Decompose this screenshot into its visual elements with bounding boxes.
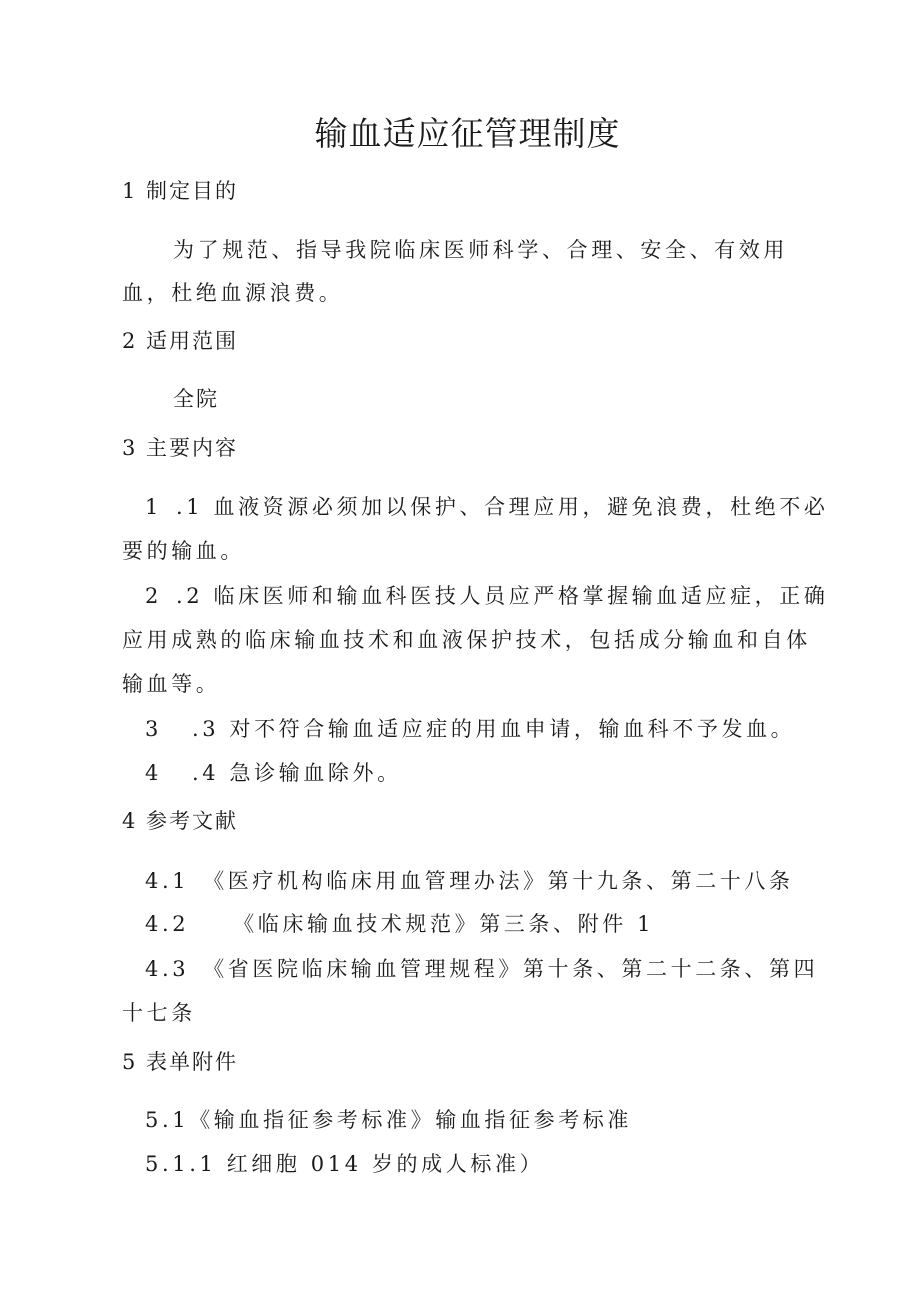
reference-text: 《省医院临床输血管理规程》第十条、第二十二条、第四 xyxy=(203,957,819,981)
item-number: 4 xyxy=(145,761,162,785)
section-1-paragraph-line-2: 血，杜绝血源浪费。 xyxy=(122,281,344,305)
reference-4-1 xyxy=(145,865,794,895)
item-number: 2 xyxy=(145,584,162,608)
reference-4-2 xyxy=(145,908,654,938)
section-5-item-5-1: 5.1《输血指征参考标准》输血指征参考标准 xyxy=(145,1108,632,1132)
section-1-paragraph-line-1: 为了规范、指导我院临床医师科学、合理、安全、有效用 xyxy=(173,238,788,262)
item-text: .4 急诊输血除外。 xyxy=(191,761,402,785)
section-4-heading: 4 参考文献 xyxy=(122,809,239,833)
section-3-item-1-line-2: 要的输血。 xyxy=(122,539,245,563)
section-3-item-2-line-3: 输血等。 xyxy=(122,672,221,696)
section-3-item-4-line-1 xyxy=(145,757,402,787)
section-2-heading: 2 适用范围 xyxy=(122,329,239,353)
section-3-item-1-line-1 xyxy=(145,491,828,521)
reference-text: 《临床输血技术规范》第三条、附件 1 xyxy=(233,912,655,936)
section-1-heading: 1 制定目的 xyxy=(122,179,239,203)
reference-number: 4.3 xyxy=(145,957,190,981)
document-title: 输血适应征管理制度 xyxy=(314,114,621,153)
item-text: .3 对不符合输血适应症的用血申请，输血科不予发血。 xyxy=(191,717,796,741)
item-text: .1 血液资源必须加以保护、合理应用，避免浪费，杜绝不必 xyxy=(175,495,829,519)
reference-number: 4.1 xyxy=(145,869,190,893)
section-3-item-3-line-1 xyxy=(145,713,795,743)
item-number: 3 xyxy=(145,717,162,741)
item-number: 1 xyxy=(145,495,162,519)
section-5-item-5-1-1: 5.1.1 红细胞 014 岁的成人标准） xyxy=(145,1152,545,1176)
reference-text: 《医疗机构临床用血管理办法》第十九条、第二十八条 xyxy=(203,869,794,893)
section-5-heading: 5 表单附件 xyxy=(122,1050,239,1074)
item-text: .2 临床医师和输血科医技人员应严格掌握输血适应症，正确 xyxy=(175,584,829,608)
reference-4-3-line-1 xyxy=(145,953,818,983)
reference-4-3-line-2: 十七条 xyxy=(122,1001,196,1025)
section-2-paragraph: 全院 xyxy=(173,387,219,411)
section-3-item-2-line-1 xyxy=(145,580,828,610)
section-3-item-2-line-2: 应用成熟的临床输血技术和血液保护技术，包括成分输血和自体 xyxy=(122,628,811,652)
section-3-heading: 3 主要内容 xyxy=(122,436,239,460)
reference-number: 4.2 xyxy=(145,912,190,936)
